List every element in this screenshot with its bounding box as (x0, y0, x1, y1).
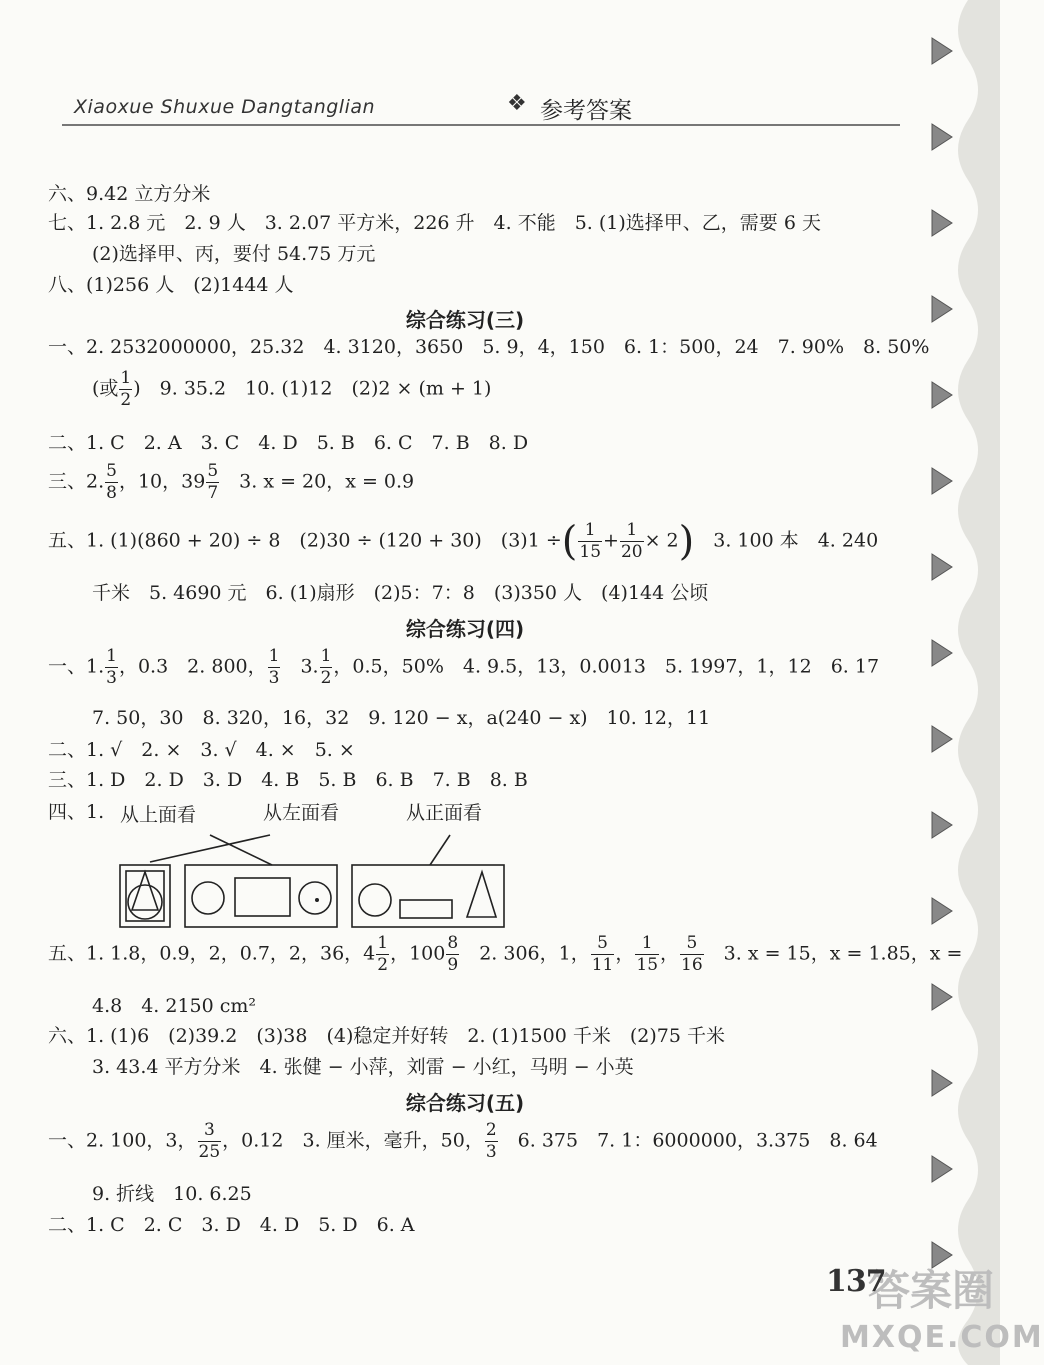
header-latin-title: Xiaoxue Shuxue Dangtanglian (74, 96, 376, 118)
fraction: $\frac{1}{2}$ (320, 646, 332, 688)
left-view-frame (185, 865, 337, 927)
answer-line: 七、1. 2.8 元 2. 9 人 3. 2.07 平方米，226 升 4. 不能 5. (1)选择甲、乙，需要 6 天 (48, 212, 821, 234)
three-views-figure (110, 820, 520, 935)
edge-arrow-icon (932, 812, 952, 838)
answer-line: 3. 43.4 平方分米 4. 张健 − 小萍，刘雷 − 小红，马明 − 小英 (92, 1056, 634, 1078)
fraction: $\frac{2}{3}$ (485, 1120, 497, 1162)
answer-line: 四、1. (48, 801, 105, 823)
fraction: $\frac{8}{9}$ (447, 933, 459, 975)
connector-line (150, 835, 270, 862)
edge-arrow-icon (932, 382, 952, 408)
left-view-circle-right (299, 882, 331, 914)
section-title: 综合练习(四) (405, 617, 525, 641)
answer-line: 二、1. C 2. C 3. D 4. D 5. D 6. A (48, 1214, 415, 1236)
fraction: $\frac{1}{2}$ (120, 368, 132, 410)
edge-arrow-icon (932, 210, 952, 236)
top-view-circle (128, 885, 162, 919)
edge-arrow-icon (932, 984, 952, 1010)
edge-arrow-icon (932, 296, 952, 322)
edge-arrow-icon (932, 1070, 952, 1096)
fraction: $\frac{5}{16}$ (681, 933, 703, 975)
answer-line: 五、1. (1)(860 + 20) ÷ 8 (2)30 ÷ (120 + 30) (3)1 ÷( $\frac{1}{15}$ + $\frac{1}{20}$ × 2) 3. 100 本 4. 240 (48, 518, 879, 565)
watermark-logo: 答案圈 (868, 1266, 995, 1315)
answer-line: 一、2. 2532000000，25.32 4. 3120，3650 5. 9，4，150 6. 1：500，24 7. 90% 8. 50% (48, 336, 930, 358)
edge-arrow-icon (932, 898, 952, 924)
answer-line: 二、1. √ 2. × 3. √ 4. × 5. × (48, 739, 355, 761)
view-label-top: 从上面看 (120, 804, 197, 826)
view-label-left: 从左面看 (263, 802, 340, 824)
answer-line: 千米 5. 4690 元 6. (1)扇形 (2)5：7：8 (3)350 人 (4)144 公顷 (92, 582, 709, 604)
fraction: $\frac{1}{20}$ (620, 520, 643, 562)
edge-arrow-icon (932, 726, 952, 752)
answer-line: 三、1. D 2. D 3. D 4. B 5. B 6. B 7. B 8. B (48, 769, 528, 791)
answer-line: 二、1. C 2. A 3. C 4. D 5. B 6. C 7. B 8. D (48, 432, 529, 454)
answer-line: 五、1. 1.8，0.9，2，0.7，2，36，4 $\frac{1}{2}$ ，100 $\frac{8}{9}$ 2. 306，1， $\frac{5}{11}$ ， $\frac{1}{15}$ ， $\frac{5}{16}$ 3. x = 15，x = 1.85，x = (48, 933, 963, 975)
fraction: $\frac{5}{8}$ (106, 461, 117, 503)
edge-arrow-icon (932, 124, 952, 150)
page-number: 137 (826, 1264, 886, 1299)
section-title: 综合练习(三) (405, 308, 525, 332)
connector-line (210, 835, 272, 865)
header-ornament-icon: ❖ (507, 91, 527, 116)
answer-line: 4.8 4. 2150 cm² (92, 995, 257, 1017)
fraction: $\frac{5}{11}$ (591, 933, 614, 975)
edge-arrow-icon (932, 468, 952, 494)
edge-arrow-icon (932, 38, 952, 64)
fraction: $\frac{1}{15}$ (579, 520, 602, 562)
decorative-wavy-edge (908, 0, 1000, 1365)
answer-line: 八、(1)256 人 (2)1444 人 (48, 274, 294, 296)
view-label-front: 从正面看 (406, 802, 483, 824)
header-rule (62, 124, 900, 126)
front-view-rect (400, 900, 452, 918)
left-view-circle (192, 882, 224, 914)
answer-line: 一、2. 100，3， $\frac{3}{25}$ ，0.12 3. 厘米，毫升，50， $\frac{2}{3}$ 6. 375 7. 1：6000000，3.375 8. 64 (48, 1120, 878, 1162)
edge-arrow-icon (932, 554, 952, 580)
edge-arrow-icon (932, 1156, 952, 1182)
watermark-url: MXQE.COM (840, 1320, 1044, 1355)
answer-line: 六、9.42 立方分米 (48, 183, 211, 205)
section-title: 综合练习(五) (405, 1091, 525, 1115)
fraction: $\frac{1}{15}$ (636, 933, 659, 975)
answer-line: (或 $\frac{1}{2}$ ) 9. 35.2 10. (1)12 (2)2 × (m + 1) (92, 368, 492, 410)
connector-line (430, 835, 450, 865)
header-title: 参考答案 (540, 98, 632, 124)
answer-line: 7. 50，30 8. 320，16，32 9. 120 − x，a(240 − x) 10. 12，11 (92, 707, 711, 729)
answer-line: (2)选择甲、丙，要付 54.75 万元 (92, 243, 376, 265)
answer-line: 9. 折线 10. 6.25 (92, 1183, 252, 1205)
edge-arrow-icon (932, 640, 952, 666)
fraction: $\frac{5}{7}$ (207, 461, 219, 503)
front-view-triangle (467, 872, 496, 917)
left-view-rect (235, 878, 290, 916)
answer-line: 一、1. $\frac{1}{3}$ ，0.3 2. 800， $\frac{1}{3}$ 3. $\frac{1}{2}$ ，0.5，50% 4. 9.5，13，0.0013 5. 1997，1，12 6. 17 (48, 646, 880, 688)
top-view-triangle (132, 872, 158, 910)
fraction: $\frac{1}{2}$ (377, 933, 389, 975)
front-view-circle (359, 884, 391, 916)
fraction: $\frac{1}{3}$ (268, 646, 280, 688)
fraction: $\frac{1}{3}$ (106, 646, 117, 688)
answer-line: 三、2. $\frac{5}{8}$ ，10，39 $\frac{5}{7}$ 3. x = 20，x = 0.9 (48, 461, 415, 503)
answer-line: 六、1. (1)6 (2)39.2 (3)38 (4)稳定并好转 2. (1)1500 千米 (2)75 千米 (48, 1025, 725, 1047)
fraction: $\frac{3}{25}$ (198, 1120, 221, 1162)
